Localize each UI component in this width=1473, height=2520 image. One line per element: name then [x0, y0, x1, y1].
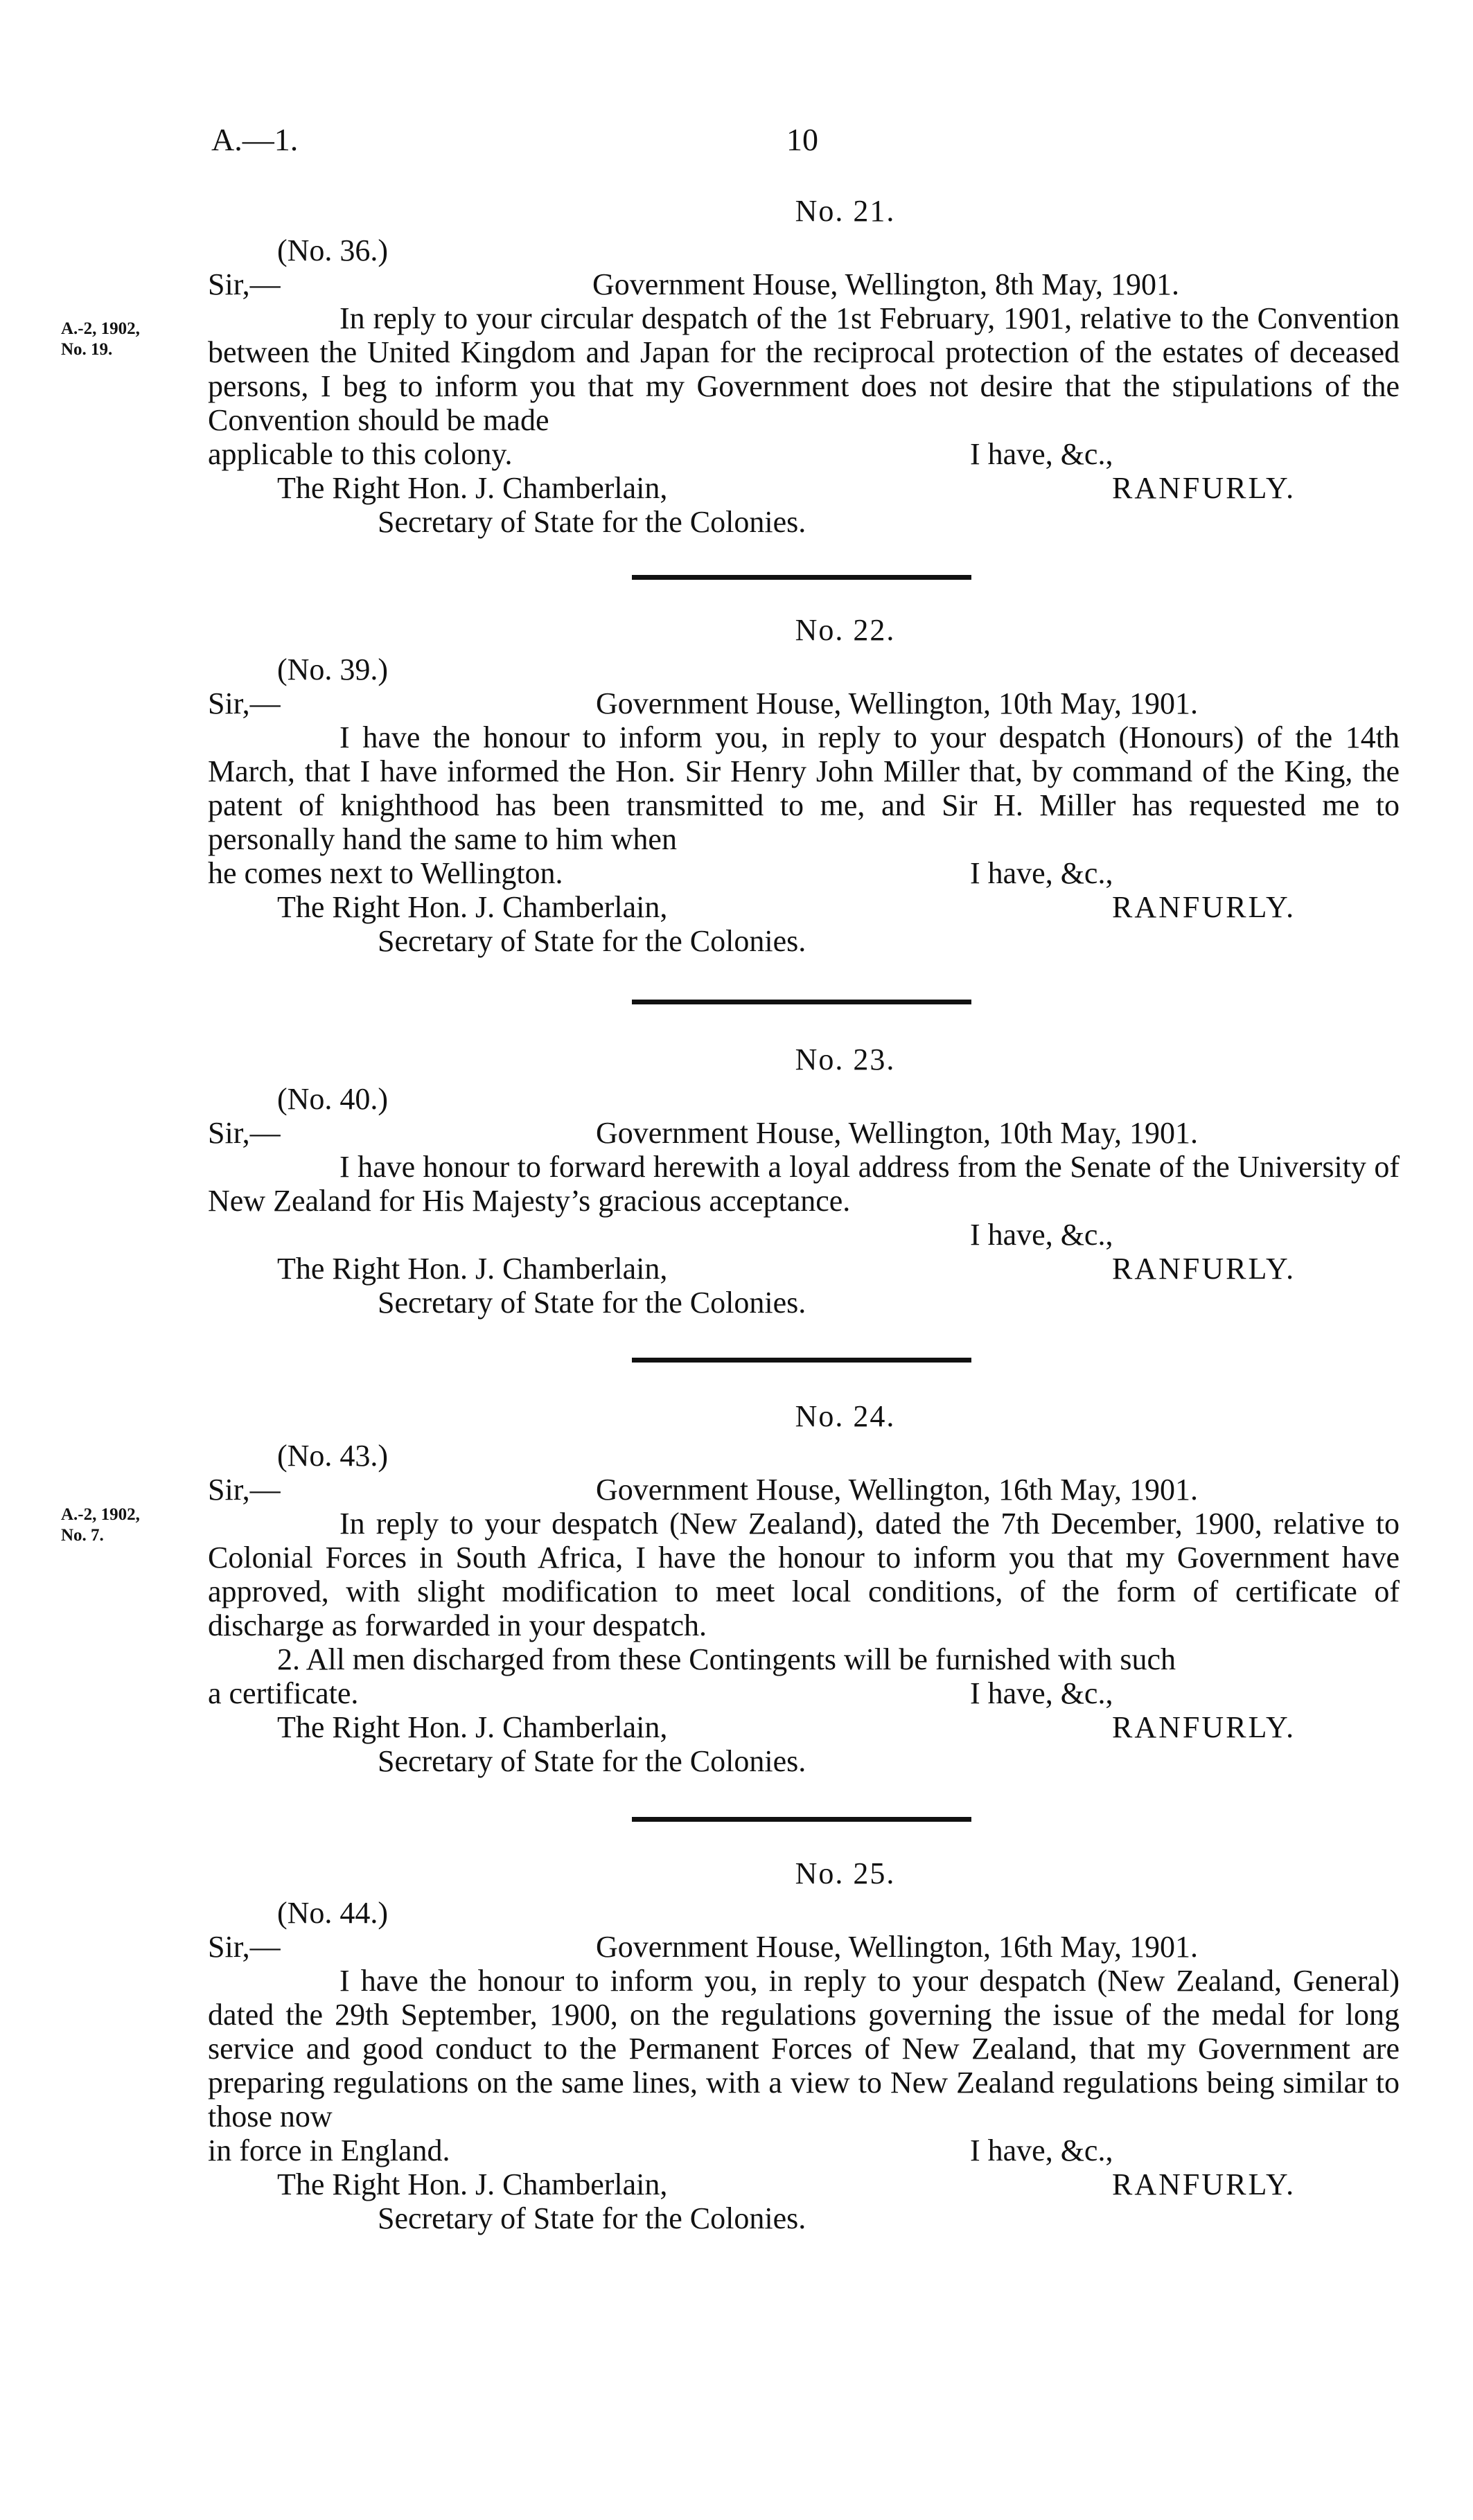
letter-number: No. 22.	[795, 613, 896, 647]
letter-paragraph: In reply to your circular despatch of the 1st February, 1901, relative to the Convention between the United Kingdom and Japan for the reciprocal protection of the estates of deceased persons, I beg to inform you that my Government does not desire that the stipulations of the Convention should be made	[208, 301, 1400, 437]
addressee: The Right Hon. J. Chamberlain,	[277, 2167, 668, 2201]
section-rule	[632, 1358, 971, 1363]
addressee-title: Secretary of State for the Colonies.	[378, 2201, 806, 2235]
letter-number: No. 23.	[795, 1042, 896, 1076]
addressee-title: Secretary of State for the Colonies.	[378, 1744, 806, 1778]
letter-no-22	[208, 613, 1400, 958]
addressee-title: Secretary of State for the Colonies.	[378, 505, 806, 539]
addressee: The Right Hon. J. Chamberlain,	[277, 1252, 668, 1286]
letter-no-23	[208, 1042, 1400, 1320]
letter-paragraph: I have the honour to inform you, in reply to your despatch (Honours) of the 14th March, that I have informed the Hon. Sir Henry John Miller that, by command of the King, the patent of knighthood has been transmitted to me, and Sir H. Miller has requested me to personally hand the same to him when	[208, 720, 1400, 856]
addressee: The Right Hon. J. Chamberlain,	[277, 471, 668, 505]
despatch-reference: (No. 39.)	[277, 653, 389, 686]
place-date: Government House, Wellington, 16th May, 1901.	[596, 1473, 1199, 1507]
letter-no-24	[208, 1399, 1400, 1778]
closing: I have, &c.,	[970, 856, 1113, 890]
place-date: Government House, Wellington, 10th May, 1901.	[596, 686, 1199, 720]
closing: I have, &c.,	[970, 437, 1113, 471]
last-line: he comes next to Wellington.	[208, 856, 563, 890]
last-line: applicable to this colony.	[208, 437, 513, 471]
signer: RANFURLY.	[1112, 471, 1296, 505]
margin-note: A.-2, 1902, No. 7.	[61, 1505, 140, 1545]
closing: I have, &c.,	[970, 2133, 1113, 2167]
salutation: Sir,—	[208, 686, 281, 720]
letter-paragraph: In reply to your despatch (New Zealand), dated the 7th December, 1900, relative to Colonial Forces in South Africa, I have the honour to inform you that my Government have approved, with slight modification to meet local conditions, of the form of certificate of discharge as forwarded in your despatch.	[208, 1507, 1400, 1642]
letter-no-25	[208, 1856, 1400, 2235]
despatch-reference: (No. 36.)	[277, 233, 389, 267]
letter-number: No. 24.	[795, 1399, 896, 1433]
last-line: in force in England.	[208, 2133, 450, 2167]
closing: I have, &c.,	[970, 1218, 1113, 1252]
place-date: Government House, Wellington, 8th May, 1901.	[592, 267, 1180, 301]
letter-paragraph: I have honour to forward herewith a loyal address from the Senate of the University of New Zealand for His Majesty’s gracious acceptance.	[208, 1150, 1400, 1218]
margin-note: A.-2, 1902, No. 19.	[61, 319, 140, 359]
letter-number: No. 25.	[795, 1856, 896, 1890]
page-number: 10	[786, 122, 818, 157]
despatch-reference: (No. 43.)	[277, 1439, 389, 1473]
addressee-title: Secretary of State for the Colonies.	[378, 1286, 806, 1320]
salutation: Sir,—	[208, 267, 281, 301]
despatch-reference: (No. 40.)	[277, 1082, 389, 1116]
section-rule	[632, 575, 971, 580]
signer: RANFURLY.	[1112, 890, 1296, 924]
letter-number: No. 21.	[795, 194, 896, 228]
letter-no-21	[208, 194, 1400, 539]
salutation: Sir,—	[208, 1473, 281, 1507]
section-rule	[632, 1817, 971, 1822]
last-line: a certificate.	[208, 1676, 359, 1710]
section-rule	[632, 1000, 971, 1004]
place-date: Government House, Wellington, 10th May, 1901.	[596, 1116, 1199, 1150]
letter-paragraph: 2. All men discharged from these Contingents will be furnished with such	[277, 1642, 1176, 1676]
closing: I have, &c.,	[970, 1676, 1113, 1710]
despatch-reference: (No. 44.)	[277, 1896, 389, 1930]
signer: RANFURLY.	[1112, 1710, 1296, 1744]
addressee: The Right Hon. J. Chamberlain,	[277, 1710, 668, 1744]
signer: RANFURLY.	[1112, 1252, 1296, 1286]
addressee: The Right Hon. J. Chamberlain,	[277, 890, 668, 924]
paper-reference: A.—1.	[211, 122, 299, 157]
salutation: Sir,—	[208, 1116, 281, 1150]
letter-paragraph: I have the honour to inform you, in reply to your despatch (New Zealand, General) dated the 29th September, 1900, on the regulations governing the issue of the medal for long service and good conduct to the Permanent Forces of New Zealand, that my Government are preparing regulations on the same lines, with a view to New Zealand regulations being similar to those now	[208, 1964, 1400, 2133]
salutation: Sir,—	[208, 1930, 281, 1964]
addressee-title: Secretary of State for the Colonies.	[378, 924, 806, 958]
signer: RANFURLY.	[1112, 2167, 1296, 2201]
place-date: Government House, Wellington, 16th May, 1901.	[596, 1930, 1199, 1964]
